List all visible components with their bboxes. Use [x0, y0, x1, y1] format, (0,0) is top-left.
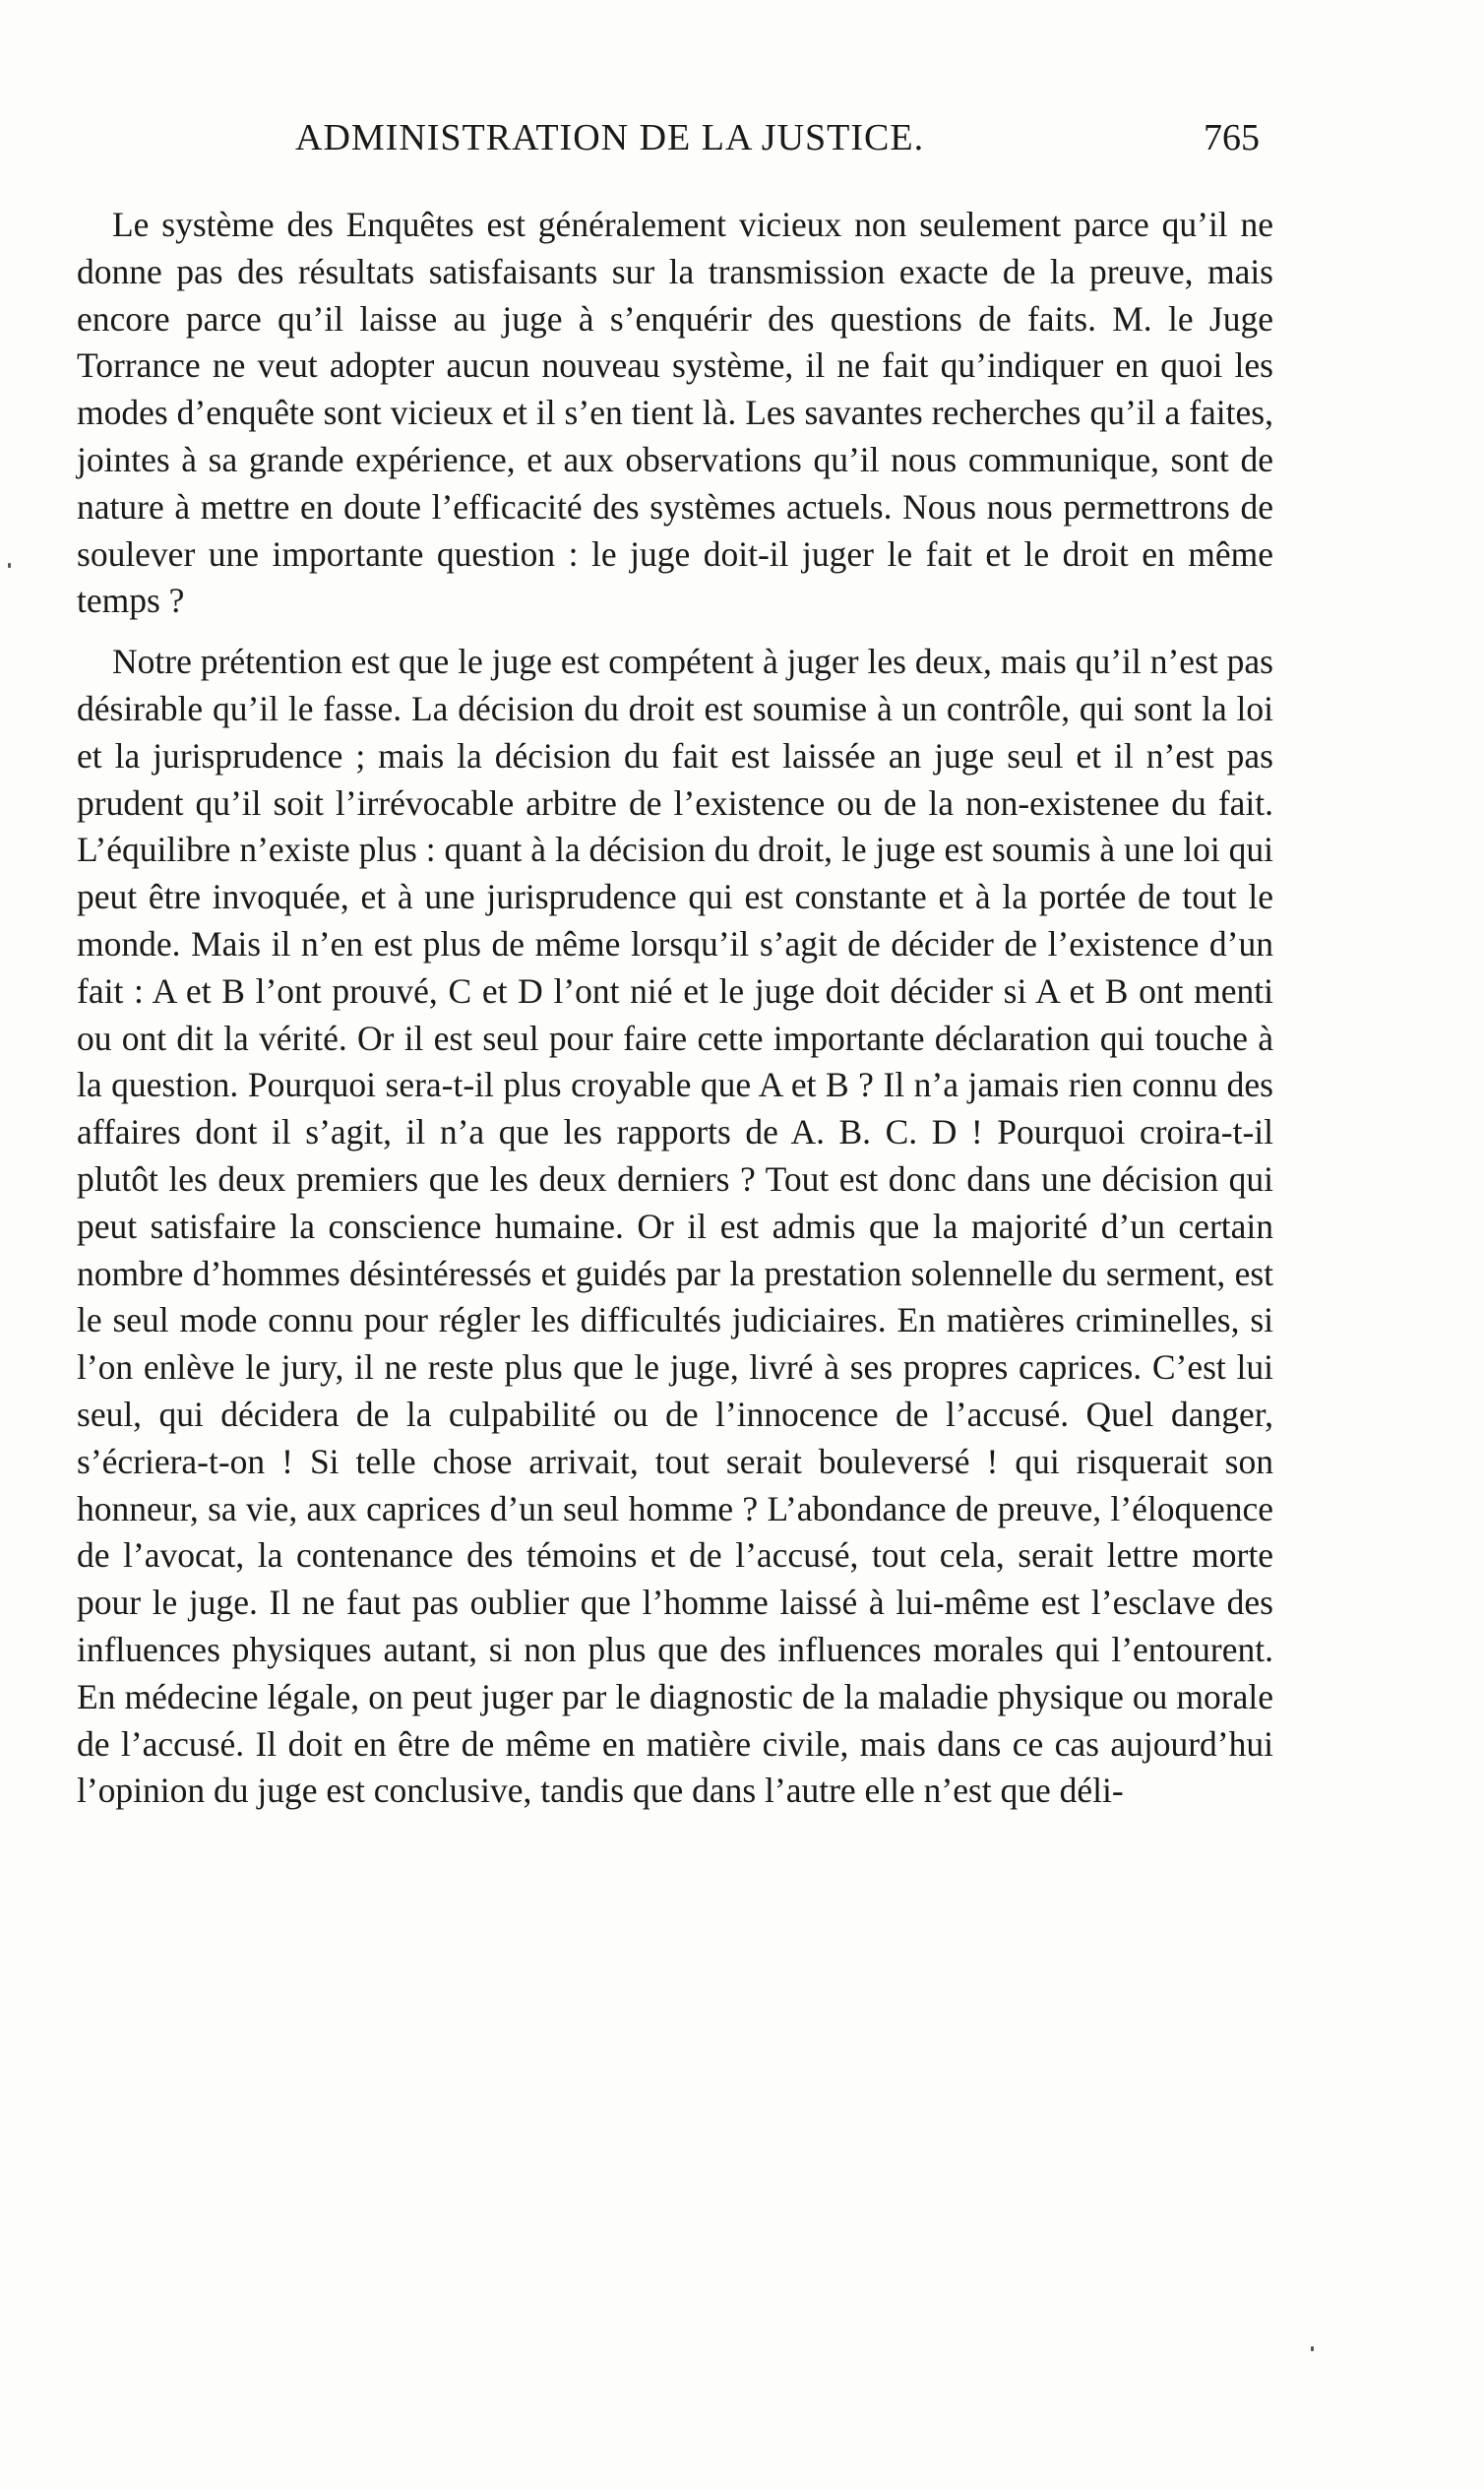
page-number: 765	[1204, 117, 1260, 158]
paragraph-1: Le système des Enquêtes est généralement vicieux non seulement parce qu’il ne donne pas des résultats satisfaisants sur la transmission exacte de la preuve, mais encore parce qu’il laisse au juge à s’enquérir des questions de faits. M. le Juge Torrance ne veut adopter aucun nouveau système, il ne fait qu’indiquer en quoi les modes d’enquête sont vicieux et il s’en tient là. Les savantes recherches qu’il a faites, jointes à sa grande expérience, et aux observations qu’il nous communique, sont de nature à mettre en doute l’efficacité des systèmes actuels. Nous nous permettrons de soulever une importante question : le juge doit-il juger le fait et le droit en même temps ?	[77, 205, 1273, 621]
scan-speck	[8, 563, 11, 568]
running-title: ADMINISTRATION DE LA JUSTICE.	[295, 117, 925, 158]
page-header	[295, 116, 1260, 175]
body-text	[77, 202, 1273, 1815]
scan-speck	[1311, 2346, 1314, 2351]
paragraph-2: Notre prétention est que le juge est compétent à juger les deux, mais qu’il n’est pas désirable qu’il le fasse. La décision du droit est soumise à un contrôle, qui sont la loi et la jurisprudence ; mais la décision du fait est laissée an juge seul et il n’est pas prudent qu’il soit l’irrévocable arbitre de l’existence ou de la non-existenee du fait. L’équilibre n’existe plus : quant à la décision du droit, le juge est soumis à une loi qui peut être invoquée, et à une jurisprudence qui est constante et à la portée de tout le monde. Mais il n’en est plus de même lorsqu’il s’agit de décider de l’existence d’un fait : A et B l’ont prouvé, C et D l’ont nié et le juge doit décider si A et B ont menti ou ont dit la vérité. Or il est seul pour faire cette importante déclaration qui touche à la question. Pourquoi sera-t-il plus croyable que A et B ? Il n’a jamais rien connu des affaires dont il s’agit, il n’a que les rapports de A. B. C. D ! Pourquoi croira-t-il plutôt les deux premiers que les deux derniers ? Tout est donc dans une décision qui peut satisfaire la conscience humaine. Or il est admis que la majorité d’un certain nombre d’hommes désintéressés et guidés par la prestation solennelle du serment, est le seul mode connu pour régler les difficultés judiciaires. En matières criminelles, si l’on enlève le jury, il ne reste plus que le juge, livré à ses propres caprices. C’est lui seul, qui décidera de la culpabilité ou de l’innocence de l’accusé. Quel danger, s’écriera-t-on ! Si telle chose arrivait, tout serait bouleversé ! qui risquerait son honneur, sa vie, aux caprices d’un seul homme ? L’abondance de preuve, l’éloquence de l’avocat, la contenance des témoins et de l’accusé, tout cela, serait lettre morte pour le juge. Il ne faut pas oublier que l’homme laissé à lui-même est l’esclave des influences physiques autant, si non plus que des influences morales qui l’entourent. En médecine légale, on peut juger par le diagnostic de la maladie physique ou morale de l’accusé. Il doit en être de même en matière civile, mais dans ce cas aujourd’hui l’opinion du juge est conclusive, tandis que dans l’autre elle n’est que déli-	[77, 642, 1273, 1811]
